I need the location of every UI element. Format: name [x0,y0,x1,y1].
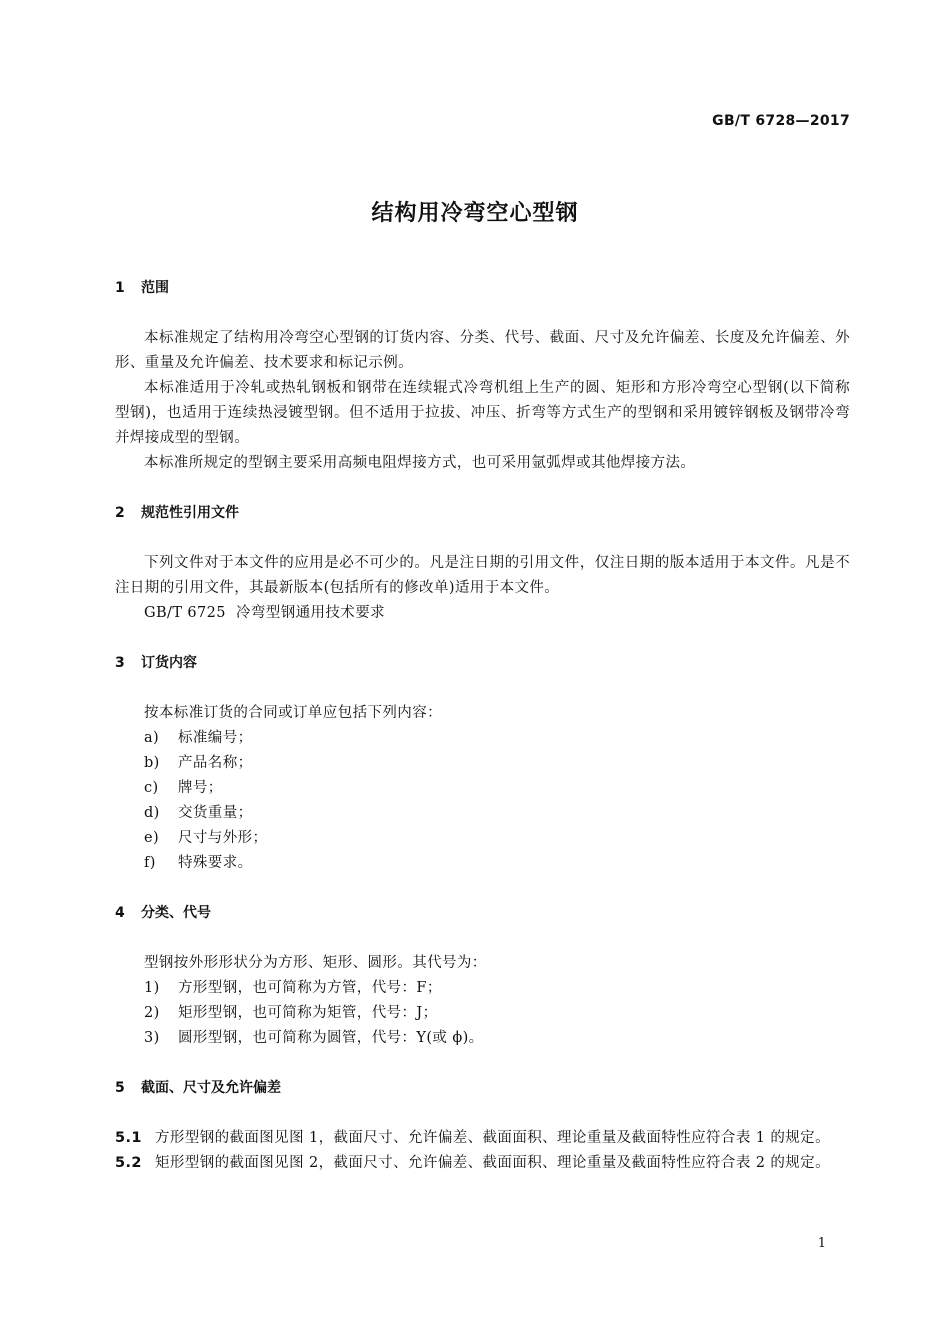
list-item [115,726,850,751]
list-text: 方形型钢，也可简称为方管，代号：F； [178,980,442,996]
list-text: 圆形型钢，也可简称为圆管，代号：Y(或 ϕ)。 [178,1030,484,1046]
section-title: 截面、尺寸及允许偏差 [141,1080,281,1096]
subclause-number: 5.1 [115,1130,142,1146]
list-item [115,751,850,776]
list-marker: e) [144,830,160,846]
section-1-para-1: 本标准规定了结构用冷弯空心型钢的订货内容、分类、代号、截面、尺寸及允许偏差、长度及允许偏差、外形、重量及允许偏差、技术要求和标记示例。 [115,330,850,371]
list-item [115,801,850,826]
list-marker: b) [144,755,160,771]
document-title: 结构用冷弯空心型钢 [371,201,579,226]
subclause-text: 方形型钢的截面图见图 1，截面尺寸、允许偏差、截面面积、理论重量及截面特性应符合表 1 的规定。 [155,1130,830,1146]
section-title: 范围 [141,280,169,296]
section-title: 分类、代号 [141,905,211,921]
section-5-heading [115,1076,850,1101]
subclause-5-2 [115,1151,850,1176]
list-text: 特殊要求。 [178,855,253,871]
list-marker: d) [144,805,160,821]
list-item [115,1026,850,1051]
list-item [115,976,850,1001]
list-item [115,776,850,801]
standard-code: GB/T 6728—2017 [712,113,850,129]
page-number: 1 [817,1236,826,1251]
list-marker: 1) [144,980,160,996]
list-marker: 3) [144,1030,160,1046]
list-item [115,851,850,876]
list-text: 产品名称； [178,755,253,771]
normative-reference [115,601,850,626]
section-title: 订货内容 [141,655,197,671]
list-marker: 2) [144,1005,160,1021]
list-item [115,1001,850,1026]
section-3-heading [115,651,850,676]
subclause-text: 矩形型钢的截面图见图 2，截面尺寸、允许偏差、截面面积、理论重量及截面特性应符合表 2 的规定。 [155,1155,830,1171]
section-3-intro: 按本标准订货的合同或订单应包括下列内容： [144,705,442,721]
section-number: 1 [115,280,125,296]
subclause-5-1 [115,1126,850,1151]
section-number: 2 [115,505,125,521]
subclause-number: 5.2 [115,1155,142,1171]
section-4-intro: 型钢按外形形状分为方形、矩形、圆形。其代号为： [144,955,487,971]
list-text: 矩形型钢，也可简称为矩管，代号：J； [178,1005,438,1021]
list-text: 牌号； [178,780,223,796]
list-marker: a) [144,730,160,746]
section-2-heading [115,501,850,526]
list-text: 交货重量； [178,805,253,821]
list-text: 标准编号； [178,730,253,746]
list-marker: f) [144,855,156,871]
section-number: 4 [115,905,125,921]
section-1-heading [115,276,850,301]
section-number: 5 [115,1080,125,1096]
document-body [115,276,850,1176]
list-text: 尺寸与外形； [178,830,268,846]
reference-code: GB/T 6725 [144,605,226,621]
list-marker: c) [144,780,159,796]
reference-title: 冷弯型钢通用技术要求 [236,605,385,621]
section-1-para-2: 本标准适用于冷轧或热轧钢板和钢带在连续辊式冷弯机组上生产的圆、矩形和方形冷弯空心型钢(以下简称型钢)，也适用于连续热浸镀型钢。但不适用于拉拔、冲压、折弯等方式生产的型钢和采用镀锌钢板及钢带冷弯并焊接成型的型钢。 [115,380,850,446]
section-2-para: 下列文件对于本文件的应用是必不可少的。凡是注日期的引用文件，仅注日期的版本适用于本文件。凡是不注日期的引用文件，其最新版本(包括所有的修改单)适用于本文件。 [115,555,850,596]
section-title: 规范性引用文件 [141,505,239,521]
section-number: 3 [115,655,125,671]
section-4-heading [115,901,850,926]
list-item [115,826,850,851]
section-1-para-3: 本标准所规定的型钢主要采用高频电阻焊接方式，也可采用氩弧焊或其他焊接方法。 [144,455,696,471]
